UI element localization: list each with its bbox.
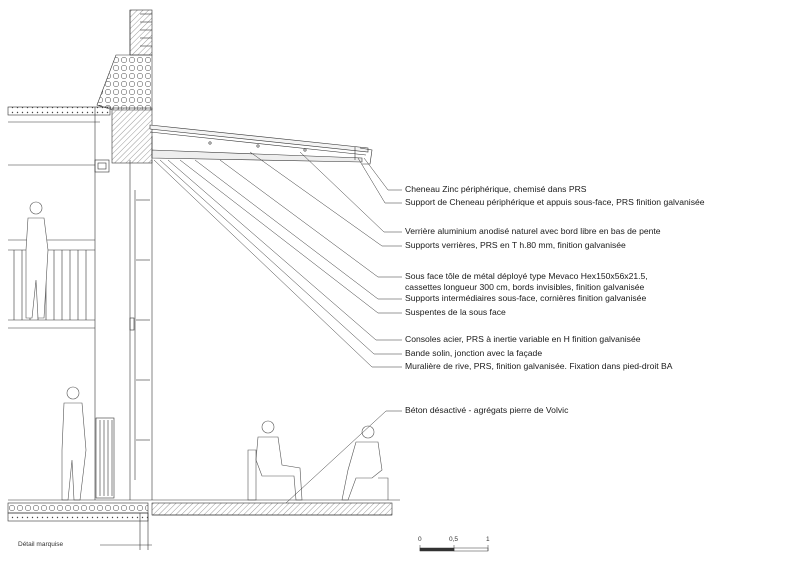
radiator (96, 418, 114, 498)
scale-bar (420, 545, 488, 551)
insulation-block (97, 55, 152, 110)
annotation-muraliere: Muralière de rive, PRS, finition galvanisée. Fixation dans pied-droit BA (405, 361, 673, 371)
scale-label-half: 0,5 (449, 536, 459, 543)
canopy-glazing (150, 125, 368, 152)
annotation-consoles: Consoles acier, PRS à inertie variable en H finition galvanisée (405, 334, 641, 344)
annotation-supports-intermediaires: Supports intermédiaires sous-face, cornières finition galvanisée (405, 293, 647, 303)
person-seated-1 (248, 421, 302, 500)
annotation-beton: Béton désactivé - agrégats pierre de Volvic (405, 405, 569, 415)
canopy-underside (152, 150, 362, 162)
annotation-bande-solin: Bande solin, jonction avec la façade (405, 348, 543, 358)
scale-label-1: 1 (486, 536, 490, 543)
upper-wall (130, 10, 152, 55)
ground-slab (8, 503, 148, 513)
annotation-supports-verrieres: Supports verrières, PRS en T h.80 mm, finition galvanisée (405, 240, 626, 250)
paving (152, 503, 392, 515)
annotation-support-cheneau: Support de Cheneau périphérique et appuis sous-face, PRS finition galvanisée (405, 197, 705, 207)
scale-label-0: 0 (418, 536, 422, 543)
annotation-suspentes: Suspentes de la sous face (405, 307, 506, 317)
annotation-cheneau: Cheneau Zinc périphérique, chemisé dans PRS (405, 184, 587, 194)
annotation-verriere: Verrière aluminium anodisé naturel avec bord libre en bas de pente (405, 226, 661, 236)
person-standing (62, 387, 86, 500)
drawing-caption: Détail marquise (18, 541, 64, 548)
concrete-pier (112, 108, 152, 163)
person-balcony (26, 202, 48, 318)
annotation-sous-face: Sous face tôle de métal déployé type Mevaco Hex150x56x21.5, cassettes longueur 300 cm, bords invisibles, finition galvanisée (405, 271, 648, 292)
person-seated-2 (342, 426, 388, 500)
